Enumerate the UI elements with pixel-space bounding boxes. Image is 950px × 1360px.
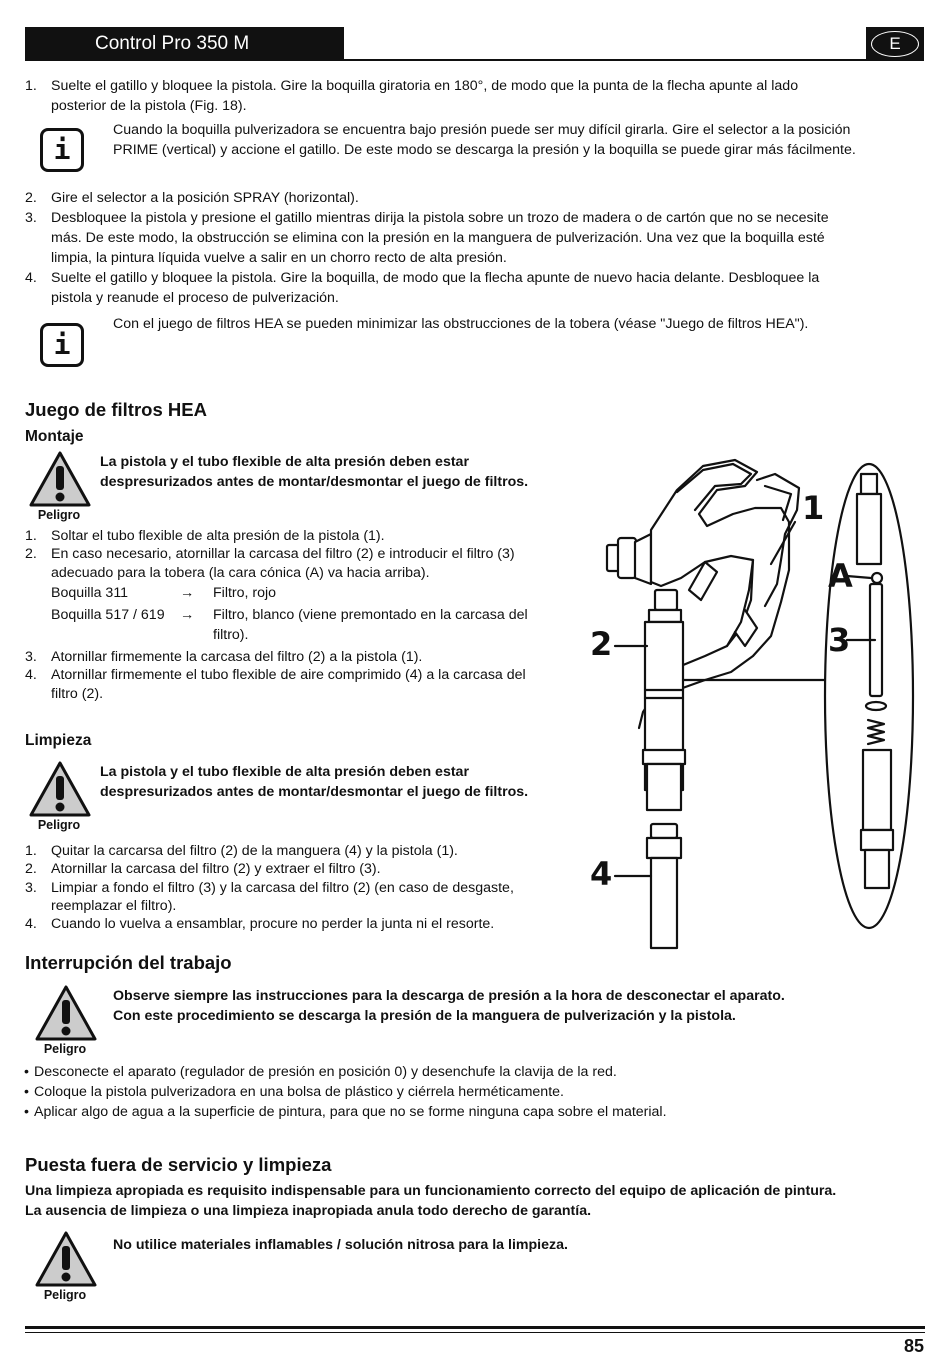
step-number: 3. [25, 210, 37, 226]
figure-label-3: 3 [828, 621, 851, 659]
figure-label-2: 2 [590, 625, 613, 663]
step-text: pistola y reanude el proceso de pulverización. [51, 290, 339, 306]
warning-text: La pistola y el tubo flexible de alta presión deben estar [100, 764, 469, 780]
bullet-text: Desconecte el aparato (regulador de presión en posición 0) y desenchufe la clavija de la red. [34, 1064, 617, 1080]
step-text: Atornillar la carcasa del filtro (2) y extraer el filtro (3). [51, 861, 381, 877]
step-number: 4. [25, 270, 37, 286]
page-number: 85 [903, 1336, 924, 1356]
step-text: limpia, la pintura líquida vuelve a salir en un chorro recto de alta presión. [51, 250, 507, 266]
figure-label-1: 1 [802, 489, 825, 527]
figure-label-4: 4 [590, 855, 613, 893]
step-number: 2. [25, 861, 37, 877]
section-intro-bold: La ausencia de limpieza o una limpieza inapropiada anula todo derecho de garantía. [25, 1203, 592, 1219]
subsection-title: Montaje [25, 428, 84, 445]
nozzle-name: Boquilla 311 [51, 585, 129, 601]
document-title: Control Pro 350 M [95, 33, 250, 54]
step-number: 3. [25, 649, 37, 665]
step-text: Limpiar a fondo el filtro (3) y la carcasa del filtro (2) (en caso de desgaste, [51, 880, 514, 896]
section-intro-bold: Una limpieza apropiada es requisito indispensable para un funcionamiento correcto del equipo de aplicación de pintura. [25, 1183, 837, 1199]
step-text: adecuado para la tobera (la cara cónica (A) va hacia arriba). [51, 565, 430, 581]
step-text: Suelte el gatillo y bloquee la pistola. Gire la boquilla, de modo que la flecha apunte de nuevo hacia delante. Desbloquee la [51, 270, 820, 286]
warning-label: Peligro [43, 1288, 87, 1302]
step-number: 4. [25, 667, 37, 683]
step-number: 1. [25, 78, 37, 94]
step-text: más. De este modo, la obstrucción se elimina con la presión en la manguera de pulverización. Una vez que la boquilla esté [51, 230, 825, 246]
warning-triangle-icon [28, 760, 92, 818]
warning-label: Peligro [37, 508, 81, 522]
language-code: E [871, 31, 919, 57]
warning-text: No utilice materiales inflamables / solución nitrosa para la limpieza. [113, 1237, 568, 1253]
step-text: Desbloquee la pistola y presione el gatillo mientras dirija la pistola sobre un trozo de madera o de cartón que no se necesite [51, 210, 829, 226]
warning-text: La pistola y el tubo flexible de alta presión deben estar [100, 454, 469, 470]
warning-triangle-icon [34, 984, 98, 1042]
bullet-text: Aplicar algo de agua a la superficie de pintura, para que no se forme ninguna capa sobre el material. [34, 1104, 667, 1120]
step-number: 4. [25, 916, 37, 932]
warning-text: despresurizados antes de montar/desmontar el juego de filtros. [100, 784, 529, 800]
subsection-title: Limpieza [25, 732, 92, 749]
footer-rule [25, 1326, 925, 1329]
warning-text: Con este procedimiento se descarga la presión de la manguera de pulverización y la pistola. [113, 1008, 736, 1024]
nozzle-name: Boquilla 517 / 619 [51, 607, 165, 623]
step-text: filtro (2). [51, 686, 104, 702]
section-title: Interrupción del trabajo [25, 952, 232, 973]
warning-label: Peligro [37, 818, 81, 832]
warning-label: Peligro [43, 1042, 87, 1056]
bullet-icon: • [24, 1084, 29, 1100]
step-text: Quitar la carcarsa del filtro (2) de la manguera (4) y la pistola (1). [51, 843, 458, 859]
warning-text: Observe siempre las instrucciones para la descarga de presión a la hora de desconectar el aparato. [113, 988, 785, 1004]
step-text: Cuando lo vuelva a ensamblar, procure no perder la junta ni el resorte. [51, 916, 495, 932]
section-title: Juego de filtros HEA [25, 399, 207, 420]
arrow-right-icon: → [180, 607, 195, 623]
warning-triangle-icon [28, 450, 92, 508]
bullet-icon: • [24, 1064, 29, 1080]
figure-label-a: A [828, 557, 853, 595]
bullet-icon: • [24, 1104, 29, 1120]
step-number: 1. [25, 528, 37, 544]
nozzle-filter: filtro). [213, 627, 249, 643]
step-text: reemplazar el filtro). [51, 898, 177, 914]
header-rule [344, 59, 866, 61]
info-icon: i [40, 323, 84, 367]
arrow-right-icon: → [180, 585, 195, 601]
step-number: 2. [25, 546, 37, 562]
step-text: Suelte el gatillo y bloquee la pistola. Gire la boquilla giratoria en 180°, de modo que la punta de la flecha apunte al lado [51, 78, 799, 94]
step-number: 2. [25, 190, 37, 206]
info-note-text: Cuando la boquilla pulverizadora se encuentra bajo presión puede ser muy difícil girarla. Gire el selector a la posición [113, 122, 851, 138]
nozzle-filter: Filtro, rojo [213, 585, 277, 601]
step-number: 3. [25, 880, 37, 896]
step-text: Soltar el tubo flexible de alta presión de la pistola (1). [51, 528, 385, 544]
section-title: Puesta fuera de servicio y limpieza [25, 1154, 332, 1175]
filter-assembly-figure [585, 450, 920, 950]
footer-rule [25, 1332, 925, 1333]
step-text: posterior de la pistola (Fig. 18). [51, 98, 247, 114]
nozzle-filter: Filtro, blanco (viene premontado en la carcasa del [213, 607, 528, 623]
info-note-text: PRIME (vertical) y accione el gatillo. De este modo se descarga la presión y la boquilla se puede girar más fácilmente. [113, 142, 856, 158]
bullet-text: Coloque la pistola pulverizadora en una bolsa de plástico y ciérrela herméticamente. [34, 1084, 564, 1100]
step-number: 1. [25, 843, 37, 859]
info-note-text: Con el juego de filtros HEA se pueden minimizar las obstrucciones de la tobera (véase "Juego de filtros HEA"). [113, 316, 809, 332]
step-text: Gire el selector a la posición SPRAY (horizontal). [51, 190, 359, 206]
info-icon: i [40, 128, 84, 172]
warning-triangle-icon [34, 1230, 98, 1288]
step-text: Atornillar firmemente el tubo flexible de aire comprimido (4) a la carcasa del [51, 667, 526, 683]
step-text: En caso necesario, atornillar la carcasa del filtro (2) e introducir el filtro (3) [51, 546, 515, 562]
warning-text: despresurizados antes de montar/desmontar el juego de filtros. [100, 474, 529, 490]
step-text: Atornillar firmemente la carcasa del filtro (2) a la pistola (1). [51, 649, 423, 665]
